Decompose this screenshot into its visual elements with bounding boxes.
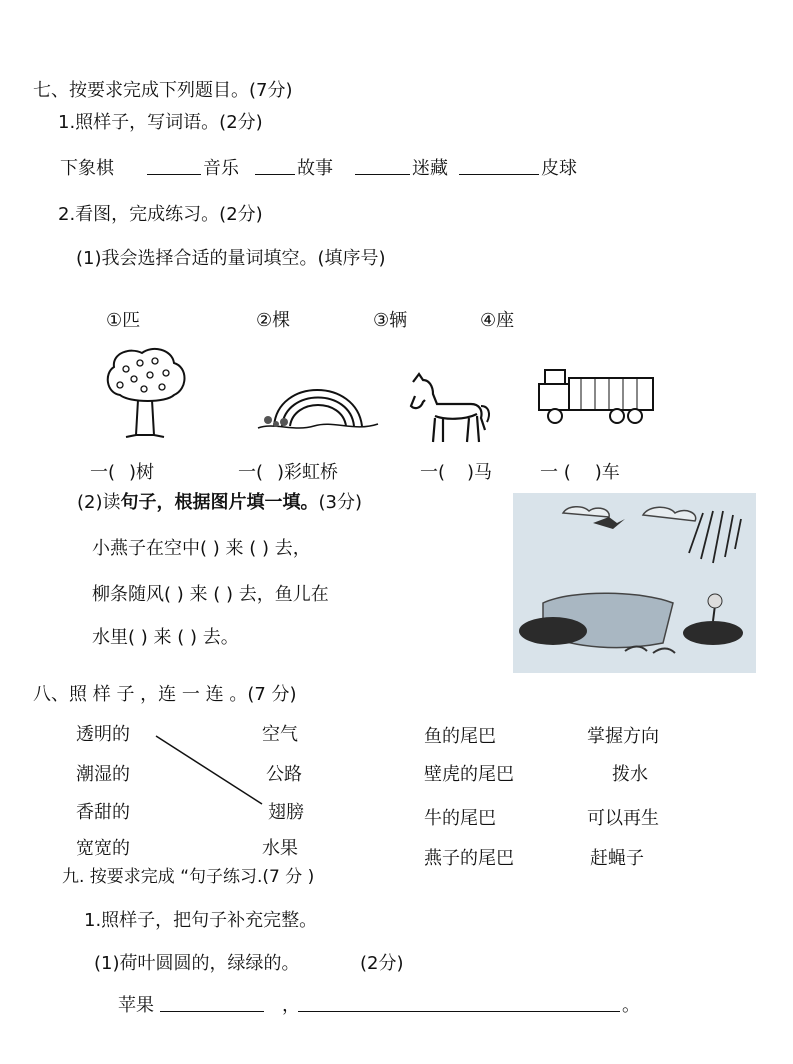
blank-horse[interactable]: 一( )马 bbox=[420, 462, 493, 483]
section7-heading: 七、按要求完成下列题目。(7分) bbox=[33, 80, 293, 101]
mid-word-2: 公路 bbox=[266, 764, 302, 785]
option-1: ①匹 bbox=[106, 310, 141, 331]
word-2: 故事 bbox=[297, 158, 333, 179]
scene-picture bbox=[513, 493, 756, 673]
func-2: 拨水 bbox=[612, 764, 648, 785]
example-connect-line bbox=[150, 730, 270, 810]
left-word-4: 宽宽的 bbox=[76, 838, 130, 859]
q2-sub2: (2)读句子，根据图片填一填。(3分) bbox=[77, 492, 362, 513]
tail-4: 燕子的尾巴 bbox=[424, 848, 514, 869]
s9-sub1-score: (2分) bbox=[360, 953, 404, 974]
rainbow-bridge-icon bbox=[254, 368, 382, 438]
word-blank-1[interactable] bbox=[147, 158, 201, 181]
word-blank-3[interactable] bbox=[355, 158, 410, 181]
mid-word-3: 翅膀 bbox=[268, 802, 304, 823]
sentence-line-3: 水里( ) 来 ( ) 去。 bbox=[92, 627, 239, 648]
blank-rainbow[interactable]: 一( )彩虹桥 bbox=[238, 462, 339, 483]
mid-word-4: 水果 bbox=[262, 838, 298, 859]
tail-2: 壁虎的尾巴 bbox=[424, 764, 514, 785]
q2-title: 2.看图，完成练习。(2分) bbox=[58, 204, 263, 225]
tail-3: 牛的尾巴 bbox=[424, 808, 496, 829]
sentence-line-2: 柳条随风( ) 来 ( ) 去，鱼儿在 bbox=[92, 584, 329, 605]
func-1: 掌握方向 bbox=[587, 726, 659, 747]
option-2: ②棵 bbox=[256, 310, 291, 331]
q2-sub1: (1)我会选择合适的量词填空。(填序号) bbox=[76, 248, 386, 269]
word-example: 下象棋 bbox=[60, 158, 114, 179]
tree-icon bbox=[100, 345, 190, 441]
mid-word-1: 空气 bbox=[262, 724, 298, 745]
s9-sub1: (1)荷叶圆圆的，绿绿的。 bbox=[94, 953, 300, 974]
apple-prefix: 苹果 bbox=[118, 995, 154, 1016]
apple-period: 。 bbox=[622, 995, 640, 1016]
horse-icon bbox=[405, 370, 495, 446]
left-word-3: 香甜的 bbox=[76, 802, 130, 823]
sentence-line-1: 小燕子在空中( ) 来 ( ) 去， bbox=[92, 538, 311, 559]
apple-blank-2[interactable] bbox=[298, 995, 620, 1018]
blank-truck[interactable]: 一 ( )车 bbox=[540, 462, 620, 483]
left-word-2: 潮湿的 bbox=[76, 764, 130, 785]
apple-comma: ， bbox=[282, 995, 300, 1016]
blank-tree[interactable]: 一( )树 bbox=[90, 462, 155, 483]
word-3: 迷藏 bbox=[412, 158, 448, 179]
func-4: 赶蝇子 bbox=[590, 848, 644, 869]
truck-icon bbox=[533, 362, 657, 428]
s9-q1: 1.照样子，把句子补充完整。 bbox=[84, 910, 318, 931]
tail-1: 鱼的尾巴 bbox=[424, 726, 496, 747]
func-3: 可以再生 bbox=[587, 808, 659, 829]
word-1: 音乐 bbox=[203, 158, 239, 179]
option-4: ④座 bbox=[480, 310, 515, 331]
section9-heading: 九. 按要求完成 “句子练习.(7 分 ) bbox=[62, 867, 315, 887]
apple-blank-1[interactable] bbox=[160, 995, 264, 1018]
word-blank-2[interactable] bbox=[255, 158, 295, 181]
q1-title: 1.照样子，写词语。(2分) bbox=[58, 112, 263, 133]
word-blank-4[interactable] bbox=[459, 158, 539, 181]
word-4: 皮球 bbox=[541, 158, 577, 179]
option-3: ③辆 bbox=[373, 310, 408, 331]
section8-heading: 八、照 样 子 ，连 一 连 。(7 分) bbox=[33, 684, 297, 705]
left-word-1: 透明的 bbox=[76, 724, 130, 745]
